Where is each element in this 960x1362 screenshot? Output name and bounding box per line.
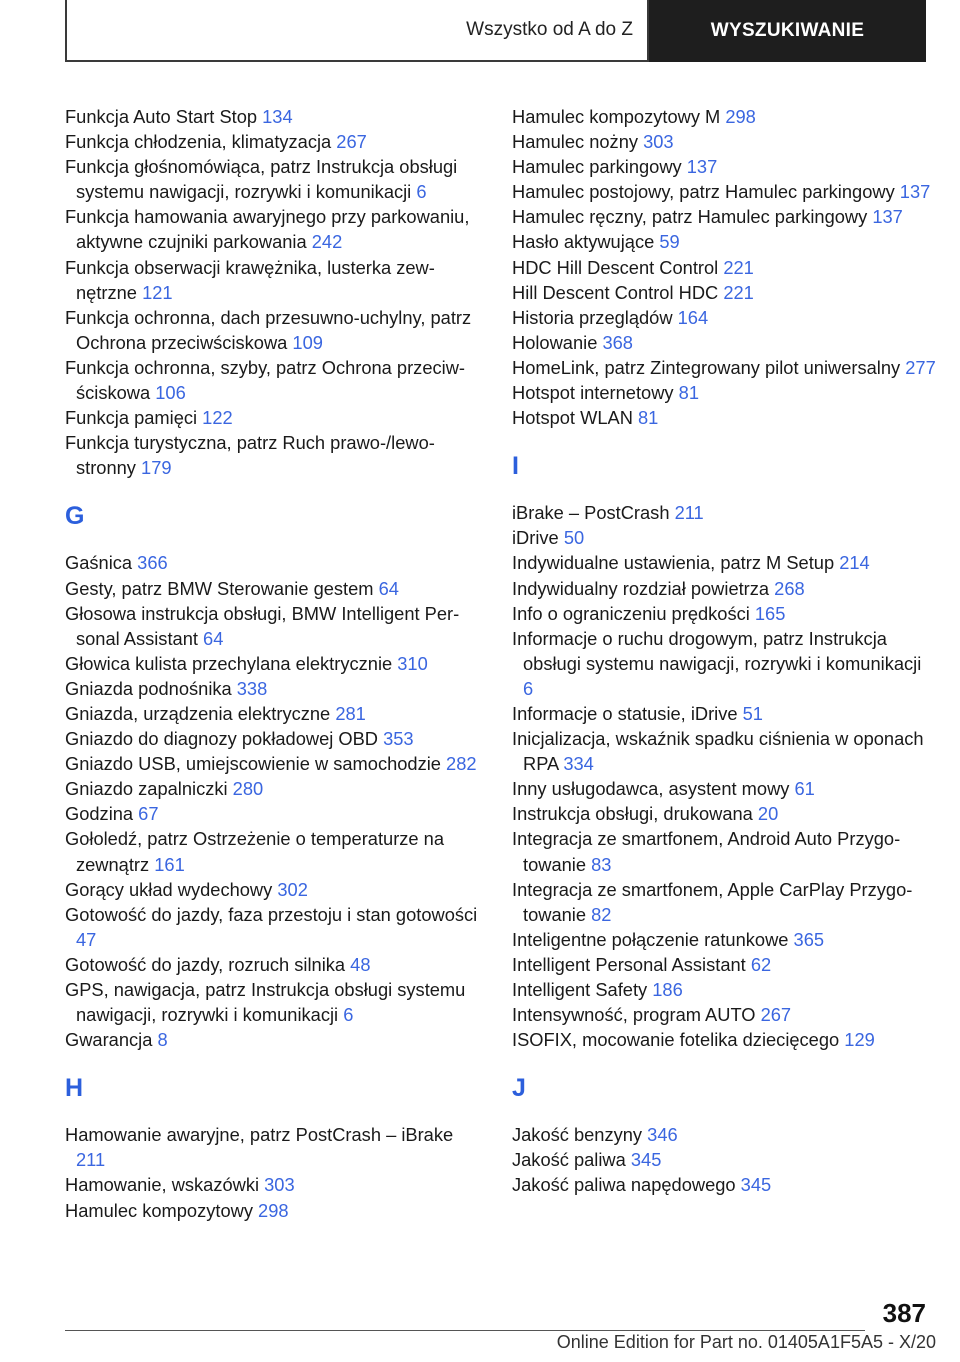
index-entry-text: Gorący układ wydechowy (65, 878, 278, 900)
index-entry-text: Gaśnica (65, 552, 138, 574)
index-entry-text: Informacje o ruchu drogowym, patrz Instrukcja obsługi systemu nawigacji, rozrywki i komunikacji (512, 627, 922, 674)
index-letter-heading: J (512, 1074, 526, 1103)
index-entry-text: Gniazda podnośnika (65, 677, 237, 699)
index-entry-text: Gotowość do jazdy, rozruch silnika (65, 953, 351, 975)
index-entry (65, 826, 485, 876)
index-page-link[interactable]: 20 (757, 803, 779, 825)
index-page-link[interactable]: 165 (754, 602, 786, 624)
index-page-link[interactable]: 48 (350, 953, 371, 975)
index-entry-text: Hasło aktywujące (512, 231, 660, 253)
index-entry (65, 601, 485, 651)
index-page-link[interactable]: 211 (674, 502, 704, 524)
index-column-left (65, 104, 485, 1223)
index-entry (65, 129, 485, 154)
index-entry-text: Funkcja głośnomówiąca, patrz Instrukcja obsługi systemu nawigacji, rozrywki i komunikacji (65, 156, 458, 203)
index-entry (512, 179, 936, 204)
index-entry-text: Gniazdo do diagnozy pokładowej OBD (65, 728, 384, 750)
index-entry-text: Holowanie (512, 331, 603, 353)
index-entry-text: Intelligent Safety (512, 979, 653, 1000)
index-page-link[interactable]: 298 (725, 106, 756, 127)
index-page-link[interactable]: 179 (141, 457, 172, 479)
index-page-link[interactable]: 109 (292, 331, 323, 353)
index-entry (512, 255, 936, 280)
index-entry-text: Gwarancja (65, 1029, 158, 1051)
index-entry (512, 1002, 936, 1027)
index-page-link[interactable]: 368 (602, 331, 633, 353)
index-entry-text: Funkcja ochronna, dach przesuwno-uchylny, patrz Ochrona przeciwściskowa (65, 306, 472, 353)
index-entry (65, 1172, 485, 1197)
index-entry (512, 154, 936, 179)
index-page-link[interactable]: 6 (343, 1004, 354, 1026)
index-page-link[interactable]: 164 (677, 306, 709, 328)
index-page-link[interactable]: 121 (142, 281, 173, 303)
index-entry (512, 626, 936, 701)
index-entry (65, 952, 485, 977)
index-entry-text: Funkcja hamowania awaryjnego przy parkowaniu, aktywne czujniki parkowania (65, 206, 470, 253)
index-entry (512, 204, 936, 229)
index-entry-text: Gniazdo USB, umiejscowienie w samochodzie (65, 753, 447, 775)
index-entry-text: Inteligentne połączenie ratunkowe (512, 928, 794, 950)
index-entry-text: Godzina (65, 803, 139, 825)
index-entry (65, 154, 485, 204)
index-entry (65, 576, 485, 601)
index-page-link[interactable]: 366 (137, 552, 168, 574)
index-entry (65, 902, 485, 952)
index-entry (65, 305, 485, 355)
index-page-link[interactable]: 6 (416, 181, 427, 203)
index-entry (512, 1122, 936, 1147)
index-entry (512, 927, 936, 952)
index-entry (512, 500, 936, 525)
index-entry (65, 355, 485, 405)
index-page-link[interactable]: 67 (138, 803, 159, 825)
index-entry-text: HDC Hill Descent Control (512, 256, 724, 278)
index-entry-text: Instrukcja obsługi, drukowana (512, 803, 758, 825)
index-entry-text: Intelligent Personal Assistant (512, 953, 751, 975)
index-page-link[interactable]: 64 (203, 627, 224, 649)
index-page-link[interactable]: 268 (774, 577, 805, 599)
index-entry (65, 977, 485, 1027)
index-page-link[interactable]: 61 (794, 778, 815, 800)
index-entry (512, 801, 936, 826)
index-entry-text: Funkcja chłodzenia, klimatyzacja (65, 131, 337, 153)
index-entry-text: Funkcja Auto Start Stop (65, 106, 263, 127)
index-entry-text: Indywidualny rozdział powietrza (512, 577, 775, 599)
index-page-link[interactable]: 59 (659, 231, 680, 253)
index-page-link[interactable]: 62 (750, 953, 772, 975)
index-page-link[interactable]: 302 (277, 878, 308, 900)
index-entry (65, 255, 485, 305)
index-entry (65, 676, 485, 701)
index-entry (65, 751, 485, 776)
index-entry-text: Hotspot internetowy (512, 382, 679, 404)
index-page-link[interactable]: 242 (311, 231, 343, 253)
index-page-link[interactable]: 137 (686, 156, 718, 178)
index-entry (512, 977, 936, 1002)
index-entry-text: Indywidualne ustawienia, patrz M Setup (512, 552, 840, 574)
index-entry-text: ISOFIX, mocowanie fotelika dziecięcego (512, 1029, 845, 1051)
index-page-link[interactable]: 221 (723, 281, 754, 303)
index-page-link[interactable]: 303 (643, 131, 674, 153)
index-page-link[interactable]: 303 (264, 1174, 295, 1196)
index-letter-heading: I (512, 452, 519, 481)
index-entry-text: Gołoledź, patrz Ostrzeżenie o temperaturze na zewnątrz (65, 828, 445, 875)
index-entry (512, 776, 936, 801)
index-page-link[interactable]: 6 (523, 677, 534, 699)
index-page-link[interactable]: 281 (335, 702, 366, 724)
index-entry-text: Jakość paliwa napędowego (512, 1174, 741, 1196)
index-page-link[interactable]: 310 (397, 652, 428, 674)
index-entry (512, 355, 936, 380)
index-entry-text: Integracja ze smartfonem, Apple CarPlay Przygotowanie (512, 878, 913, 925)
index-entry (65, 1027, 485, 1052)
index-page-link[interactable]: 346 (647, 1124, 678, 1146)
index-entry (512, 952, 936, 977)
index-entry-text: Hamowanie awaryjne, patrz PostCrash – iBrake (65, 1124, 454, 1146)
index-page-link[interactable]: 8 (157, 1029, 168, 1051)
index-entry-text: Inicjalizacja, wskaźnik spadku ciśnienia w oponach RPA (512, 728, 924, 775)
index-entry (65, 550, 485, 575)
index-entry-text: Jakość paliwa (512, 1149, 631, 1171)
footer-edition: Online Edition for Part no. 01405A1F5A5 - X/20 (556, 1332, 936, 1352)
index-entry-text: Głosowa instrukcja obsługi, BMW Intelligent Personal Assistant (65, 602, 460, 649)
index-entry (65, 877, 485, 902)
index-page-link[interactable]: 50 (563, 527, 585, 549)
index-entry (65, 776, 485, 801)
index-entry-text: Hamowanie, wskazówki (65, 1174, 265, 1196)
index-entry (65, 1198, 485, 1223)
index-entry-text: Intensywność, program AUTO (512, 1004, 761, 1026)
index-page-link[interactable]: 81 (678, 382, 699, 404)
index-entry (512, 550, 936, 575)
index-entry (512, 726, 936, 776)
index-entry (512, 305, 936, 330)
index-entry (65, 726, 485, 751)
index-entry-text: Funkcja pamięci (65, 407, 203, 429)
footer-divider (65, 1330, 865, 1331)
index-page-link[interactable]: 161 (154, 853, 185, 875)
index-entry-text: Historia przeglądów (512, 306, 678, 328)
index-entry-text: Informacje o statusie, iDrive (512, 702, 743, 724)
index-entry-text: Hamulec nożny (512, 131, 644, 153)
index-entry (512, 104, 936, 129)
index-entry (512, 1172, 936, 1197)
index-entry (65, 405, 485, 430)
index-entry (512, 1147, 936, 1172)
index-entry-text: Info o ograniczeniu prędkości (512, 602, 755, 624)
index-entry-text: Hotspot WLAN (512, 407, 638, 429)
index-entry (65, 430, 485, 480)
index-entry-text: Hamulec postojowy, patrz Hamulec parkingowy (512, 181, 900, 203)
index-entry (65, 701, 485, 726)
index-entry (512, 701, 936, 726)
index-entry (512, 330, 936, 355)
index-entry (512, 129, 936, 154)
index-entry-text: Jakość benzyny (512, 1124, 648, 1146)
index-entry (512, 525, 936, 550)
index-entry-text: Hamulec parkingowy (512, 156, 687, 178)
index-page-link[interactable]: 137 (899, 181, 931, 203)
index-page-link[interactable]: 353 (383, 728, 414, 750)
index-page-link[interactable]: 221 (723, 256, 754, 278)
search-tab[interactable]: WYSZUKIWANIE (649, 0, 926, 62)
section-title: Wszystko od A do Z (65, 0, 649, 62)
index-page-link[interactable]: 298 (258, 1199, 289, 1221)
index-entry-text: Głowica kulista przechylana elektrycznie (65, 652, 398, 674)
index-letter-heading: G (65, 502, 85, 531)
index-page-link[interactable]: 214 (839, 552, 870, 574)
index-page-link[interactable]: 280 (232, 778, 264, 800)
index-page-link[interactable]: 334 (563, 753, 594, 775)
index-entry (512, 229, 936, 254)
index-entry-text: HomeLink, patrz Zintegrowany pilot uniwersalny (512, 356, 906, 378)
index-entry (65, 651, 485, 676)
index-page-link[interactable]: 338 (236, 677, 268, 699)
index-page-link[interactable]: 137 (872, 206, 903, 228)
index-entry-text: iDrive (512, 527, 564, 549)
index-entry (512, 601, 936, 626)
index-page-link[interactable]: 122 (202, 407, 233, 429)
index-entry-text: Hamulec ręczny, patrz Hamulec parkingowy (512, 206, 873, 228)
index-entry (65, 204, 485, 254)
index-page-link[interactable]: 134 (262, 106, 293, 127)
index-entry-text: Funkcja obserwacji krawężnika, lusterka zewnętrzne (65, 256, 435, 303)
index-entry (65, 801, 485, 826)
index-page-link[interactable]: 345 (740, 1174, 772, 1196)
index-page-link[interactable]: 282 (446, 753, 477, 775)
index-entry-text: iBrake – PostCrash (512, 502, 675, 524)
index-entry (65, 1122, 485, 1172)
index-entry-text: Funkcja ochronna, szyby, patrz Ochrona przeciwściskowa (65, 356, 465, 404)
index-entry (512, 1027, 936, 1052)
index-entry-text: Gniazda, urządzenia elektryczne (65, 702, 336, 724)
index-entry-text: Hamulec kompozytowy (65, 1199, 259, 1221)
index-entry-text: Gesty, patrz BMW Sterowanie gestem (65, 577, 379, 599)
index-page-link[interactable]: 51 (742, 702, 763, 724)
index-entry (512, 877, 936, 927)
index-page-link[interactable]: 186 (652, 979, 683, 1000)
index-page-link[interactable]: 83 (591, 853, 612, 875)
index-page-link[interactable]: 365 (793, 928, 825, 950)
index-entry (512, 380, 936, 405)
index-entry-text: Integracja ze smartfonem, Android Auto Przygotowanie (512, 828, 901, 875)
index-page-link[interactable]: 277 (905, 356, 936, 378)
index-entry-text: Gotowość do jazdy, faza przestoju i stan gotowości (65, 903, 478, 925)
index-page-link[interactable]: 47 (76, 928, 97, 950)
index-entry (512, 280, 936, 305)
index-entry-text: Hamulec kompozytowy M (512, 106, 726, 127)
index-letter-heading: H (65, 1074, 84, 1103)
index-entry-text: Gniazdo zapalniczki (65, 778, 233, 800)
index-page-link[interactable]: 106 (155, 382, 186, 404)
index-entry-text: Inny usługodawca, asystent mowy (512, 778, 795, 800)
index-entry-text: Hill Descent Control HDC (512, 281, 724, 303)
index-page-link[interactable]: 82 (591, 903, 612, 925)
page-header (65, 0, 926, 62)
index-entry (512, 405, 936, 430)
index-page-link[interactable]: 81 (637, 407, 659, 429)
index-page-link[interactable]: 129 (844, 1029, 875, 1051)
index-entry-text: Funkcja turystyczna, patrz Ruch prawo-/lewostronny (65, 432, 435, 479)
index-entry-text: GPS, nawigacja, patrz Instrukcja obsługi systemu nawigacji, rozrywki i komunikacji (65, 979, 466, 1026)
index-page-link[interactable]: 267 (336, 131, 367, 153)
index-column-right (512, 104, 936, 1198)
index-page-link[interactable]: 211 (76, 1149, 106, 1171)
index-page-link[interactable]: 267 (760, 1004, 792, 1026)
page-number: 387 (882, 1298, 926, 1328)
index-entry (512, 826, 936, 876)
index-page-link[interactable]: 64 (378, 577, 399, 599)
index-page-link[interactable]: 345 (630, 1149, 662, 1171)
index-entry (65, 104, 485, 129)
index-entry (512, 576, 936, 601)
